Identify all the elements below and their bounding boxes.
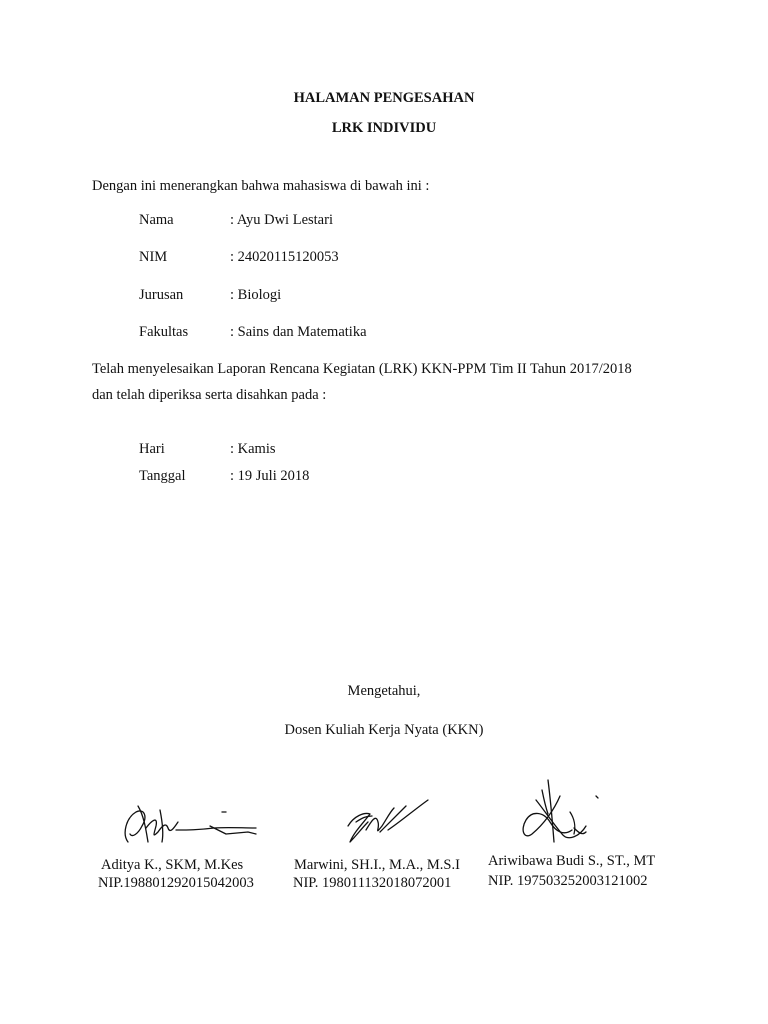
signatory-3-nip: NIP. 197503252003121002 [488,873,648,889]
acknowledgement-heading: Mengetahui, [347,683,421,699]
field-value-name: : Ayu Dwi Lestari [230,212,333,228]
signature-3-image [514,776,604,852]
statement-line-1: Telah menyelesaikan Laporan Rencana Kegiatan (LRK) KKN-PPM Tim II Tahun 2017/2018 [92,361,632,377]
intro-text: Dengan ini menerangkan bahwa mahasiswa di bawah ini : [92,178,430,194]
field-label-jurusan: Jurusan [139,287,184,303]
acknowledgement-role: Dosen Kuliah Kerja Nyata (KKN) [284,722,484,738]
field-label-fakultas: Fakultas [139,324,189,340]
field-value-hari: : Kamis [230,441,276,457]
signatory-2-nip: NIP. 198011132018072001 [293,875,452,891]
field-label-name: Nama [139,212,174,228]
field-label-tanggal: Tanggal [139,468,186,484]
field-value-nim: : 24020115120053 [230,249,339,265]
field-label-hari: Hari [139,441,165,457]
field-value-fakultas: : Sains dan Matematika [230,324,367,340]
signatory-3-name: Ariwibawa Budi S., ST., MT [488,853,656,869]
page-title: HALAMAN PENGESAHAN [293,90,475,106]
signatory-1-nip: NIP.198801292015042003 [98,875,254,891]
signature-1-image [118,798,260,850]
signatory-2-name: Marwini, SH.I., M.A., M.S.I [294,857,460,873]
statement-line-2: dan telah diperiksa serta disahkan pada : [92,387,327,403]
signatory-1-name: Aditya K., SKM, M.Kes [101,857,244,873]
page-subtitle: LRK INDIVIDU [331,120,437,136]
field-value-tanggal: : 19 Juli 2018 [230,468,310,484]
field-label-nim: NIM [139,249,168,265]
field-value-jurusan: : Biologi [230,287,282,303]
signature-2-image [340,796,432,848]
